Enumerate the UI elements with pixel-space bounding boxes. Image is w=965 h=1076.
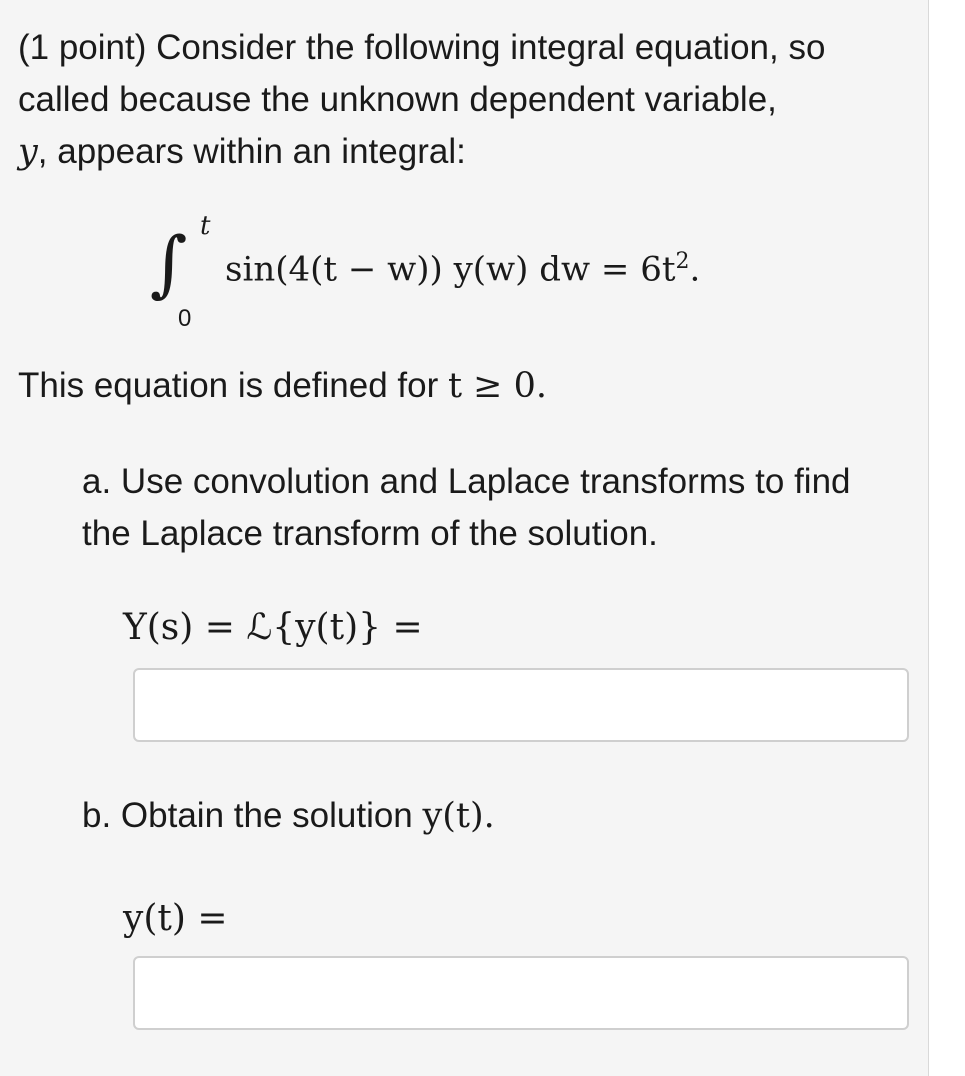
lower-limit: 0 — [178, 305, 192, 332]
part-b-label: y(t) = — [123, 898, 228, 939]
integral-equation — [150, 205, 850, 335]
part-b-text: b. Obtain the solution — [82, 796, 423, 835]
part-a-label: Y(s) = ℒ{y(t)} = — [123, 607, 423, 648]
part-b-prompt — [82, 796, 495, 836]
domain-condition: t ≥ 0. — [447, 366, 548, 406]
upper-limit: t — [200, 211, 211, 241]
equation-end: . — [689, 249, 701, 290]
exponent: 2 — [675, 249, 690, 274]
integral-sign-icon: ∫ — [150, 221, 188, 305]
intro-variable: y — [18, 132, 38, 172]
intro-tail: , appears within an integral: — [37, 132, 466, 171]
intro-lead: (1 point) Consider the following integral equation, so called because the unknown dependent variable, — [18, 28, 826, 119]
problem-intro — [18, 22, 913, 178]
domain-text: This equation is defined for — [18, 366, 448, 405]
integrand — [225, 249, 700, 289]
solution-answer-input[interactable] — [133, 956, 909, 1030]
part-b-variable: y(t). — [422, 796, 495, 836]
part-a-prompt: a. Use convolution and Laplace transforms to find the Laplace transform of the solution. — [82, 462, 851, 553]
integrand-expression: sin(4(t − w)) y(w) dw = 6t — [225, 249, 676, 290]
laplace-answer-input[interactable] — [133, 668, 909, 742]
domain-statement — [18, 366, 547, 406]
